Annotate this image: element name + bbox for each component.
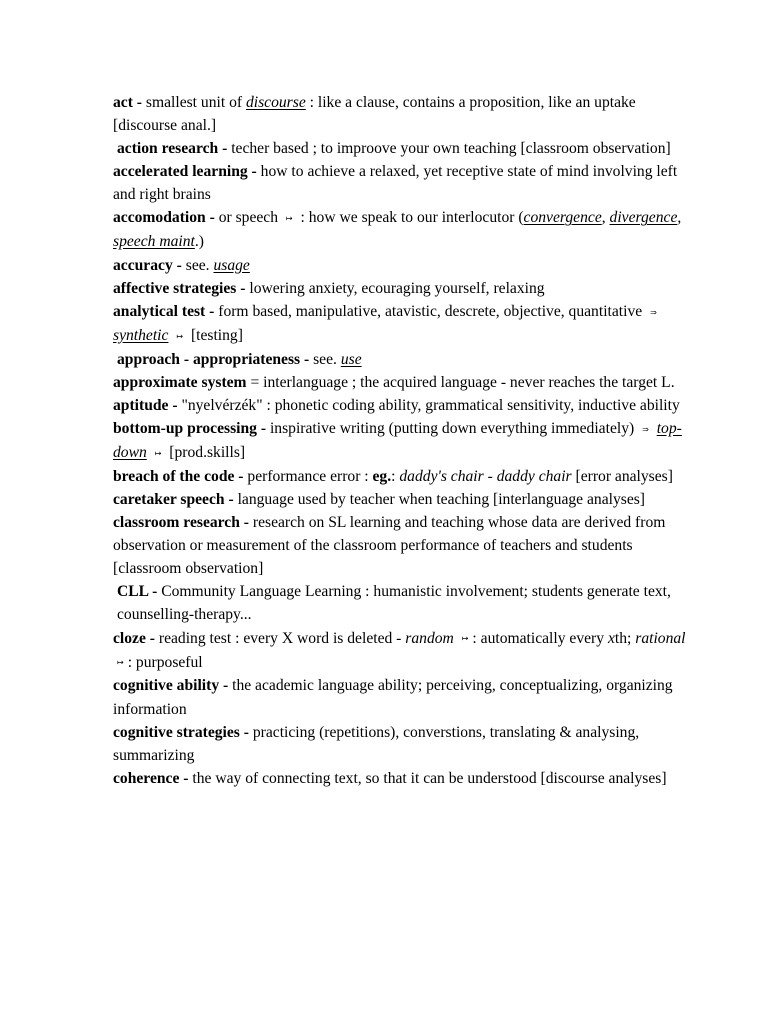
entry-term: accuracy - [113, 256, 186, 274]
cross-reference-link[interactable]: usage [213, 256, 250, 274]
entry-text: [testing] [187, 326, 243, 344]
entry-term: approximate system [113, 373, 251, 391]
entry-text: the academic language ability; perceiving, conceptualizing, organizing information [113, 677, 673, 718]
entry-text: research on SL learning and teaching whose data are derived from observation or measurement of the classroom performance of teachers and students [classroom observation] [113, 514, 666, 578]
entry-text: practicing (repetitions), converstions, translating & analysing, summarizing [113, 723, 640, 764]
cross-reference-link[interactable]: speech maint [113, 233, 195, 251]
glossary-entry [113, 417, 693, 465]
reference-arrow-icon: ↦ [461, 634, 469, 644]
entry-text: : like a clause, contains a proposition, like an uptake [discourse anal.] [113, 94, 636, 135]
glossary-entry [113, 254, 693, 277]
reference-arrow-icon: ↦ [285, 214, 293, 224]
entry-term: cognitive strategies - [113, 723, 253, 741]
entry-term: coherence - [113, 769, 193, 787]
entry-text: smallest unit of [145, 94, 246, 111]
entry-term: bottom-up processing - [113, 419, 270, 437]
glossary-entry [113, 91, 693, 137]
entry-text: see. [185, 256, 214, 274]
entry-text: or speech [218, 209, 282, 227]
entry-term: act - [113, 94, 146, 111]
reference-arrow-icon: ⇒ [650, 307, 657, 317]
entry-text: = interlanguage ; the acquired language - never reaches the target L. [250, 373, 675, 391]
entry-example: rational [635, 629, 686, 647]
entry-text: see. [313, 350, 341, 368]
entry-text: , [601, 209, 610, 227]
entry-term: accelerated learning - [113, 163, 261, 181]
cross-reference-link[interactable]: synthetic [113, 326, 169, 344]
entry-text: "nyelvérzék" : phonetic coding ability, grammatical sensitivity, inductive ability [181, 396, 680, 414]
glossary-entry [113, 580, 693, 626]
entry-text: : [391, 467, 400, 485]
entry-text: the way of connecting text, so that it can be understood [discourse analyses] [192, 769, 667, 787]
glossary-entry [113, 511, 693, 580]
entry-text: language used by teacher when teaching [interlanguage analyses] [237, 490, 646, 508]
entry-term: classroom research - [113, 514, 253, 532]
entry-term: eg. [372, 467, 392, 485]
glossary-entry [113, 371, 693, 394]
glossary-entry [113, 137, 693, 160]
glossary-entry [113, 488, 693, 511]
entry-text: th; [614, 629, 636, 647]
glossary-entry [113, 627, 693, 675]
entry-text: : how we speak to our interlocutor ( [296, 209, 524, 227]
entry-text: [error analyses] [571, 467, 673, 485]
entry-text: .) [194, 233, 204, 251]
cross-reference-link[interactable]: top-down [113, 419, 682, 461]
entry-text [168, 327, 172, 344]
entry-text [454, 630, 458, 647]
entry-text: : purposeful [127, 653, 203, 671]
entry-term: appropriateness - [192, 350, 314, 368]
entry-term: accomodation - [113, 209, 219, 227]
reference-arrow-icon: ↦ [176, 331, 184, 341]
entry-text: [prod.skills] [165, 443, 246, 461]
entry-text: lowering anxiety, ecouraging yourself, relaxing [249, 279, 545, 297]
glossary-entry [113, 674, 693, 720]
entry-text: how to achieve a relaxed, yet receptive state of mind involving left and right brains [113, 163, 678, 204]
entry-text: Community Language Learning : humanistic involvement; students generate text, counselling-therapy... [117, 583, 671, 624]
entry-example: x [607, 629, 615, 647]
entry-term: affective strategies - [113, 279, 250, 297]
entry-term: cognitive ability - [113, 677, 233, 695]
glossary-entry [113, 721, 693, 767]
entry-text: inspirative writing (putting down everything immediately) [269, 419, 639, 437]
reference-arrow-icon: ↦ [154, 448, 162, 458]
cross-reference-link[interactable]: use [340, 350, 362, 368]
entry-text: reading test : every X word is deleted - [158, 629, 406, 647]
entry-term: breach of the code - [113, 467, 248, 485]
glossary-list [113, 91, 693, 790]
glossary-entry [113, 277, 693, 300]
glossary-entry [113, 206, 693, 253]
entry-term: CLL - [117, 583, 162, 601]
reference-arrow-icon: ⇒ [642, 424, 649, 434]
entry-text: , [677, 209, 682, 227]
glossary-entry [113, 767, 693, 790]
entry-text [147, 444, 151, 461]
glossary-entry [113, 300, 693, 348]
entry-text: : automatically every [472, 629, 608, 647]
entry-example: random [405, 629, 454, 647]
entry-term: analytical test - [113, 302, 219, 320]
entry-term: action research - [117, 140, 232, 158]
cross-reference-link[interactable]: convergence [523, 209, 602, 227]
glossary-entry [113, 465, 693, 488]
entry-term: cloze - [113, 629, 159, 647]
entry-term: caretaker speech - [113, 490, 238, 508]
entry-text: performance error : [247, 467, 373, 485]
entry-text: techer based ; to improove your own teaching [classroom observation] [231, 140, 671, 158]
entry-example: daddy's chair - daddy chair [399, 467, 572, 485]
glossary-entry [113, 348, 693, 371]
entry-term: aptitude - [113, 396, 182, 414]
cross-reference-link[interactable]: divergence [609, 209, 678, 227]
cross-reference-link[interactable]: discourse [245, 94, 306, 111]
glossary-entry [113, 394, 693, 417]
entry-text: form based, manipulative, atavistic, descrete, objective, quantitative [218, 302, 647, 320]
entry-term: approach - [117, 350, 193, 368]
reference-arrow-icon: ↦ [117, 658, 124, 668]
glossary-entry [113, 160, 693, 206]
